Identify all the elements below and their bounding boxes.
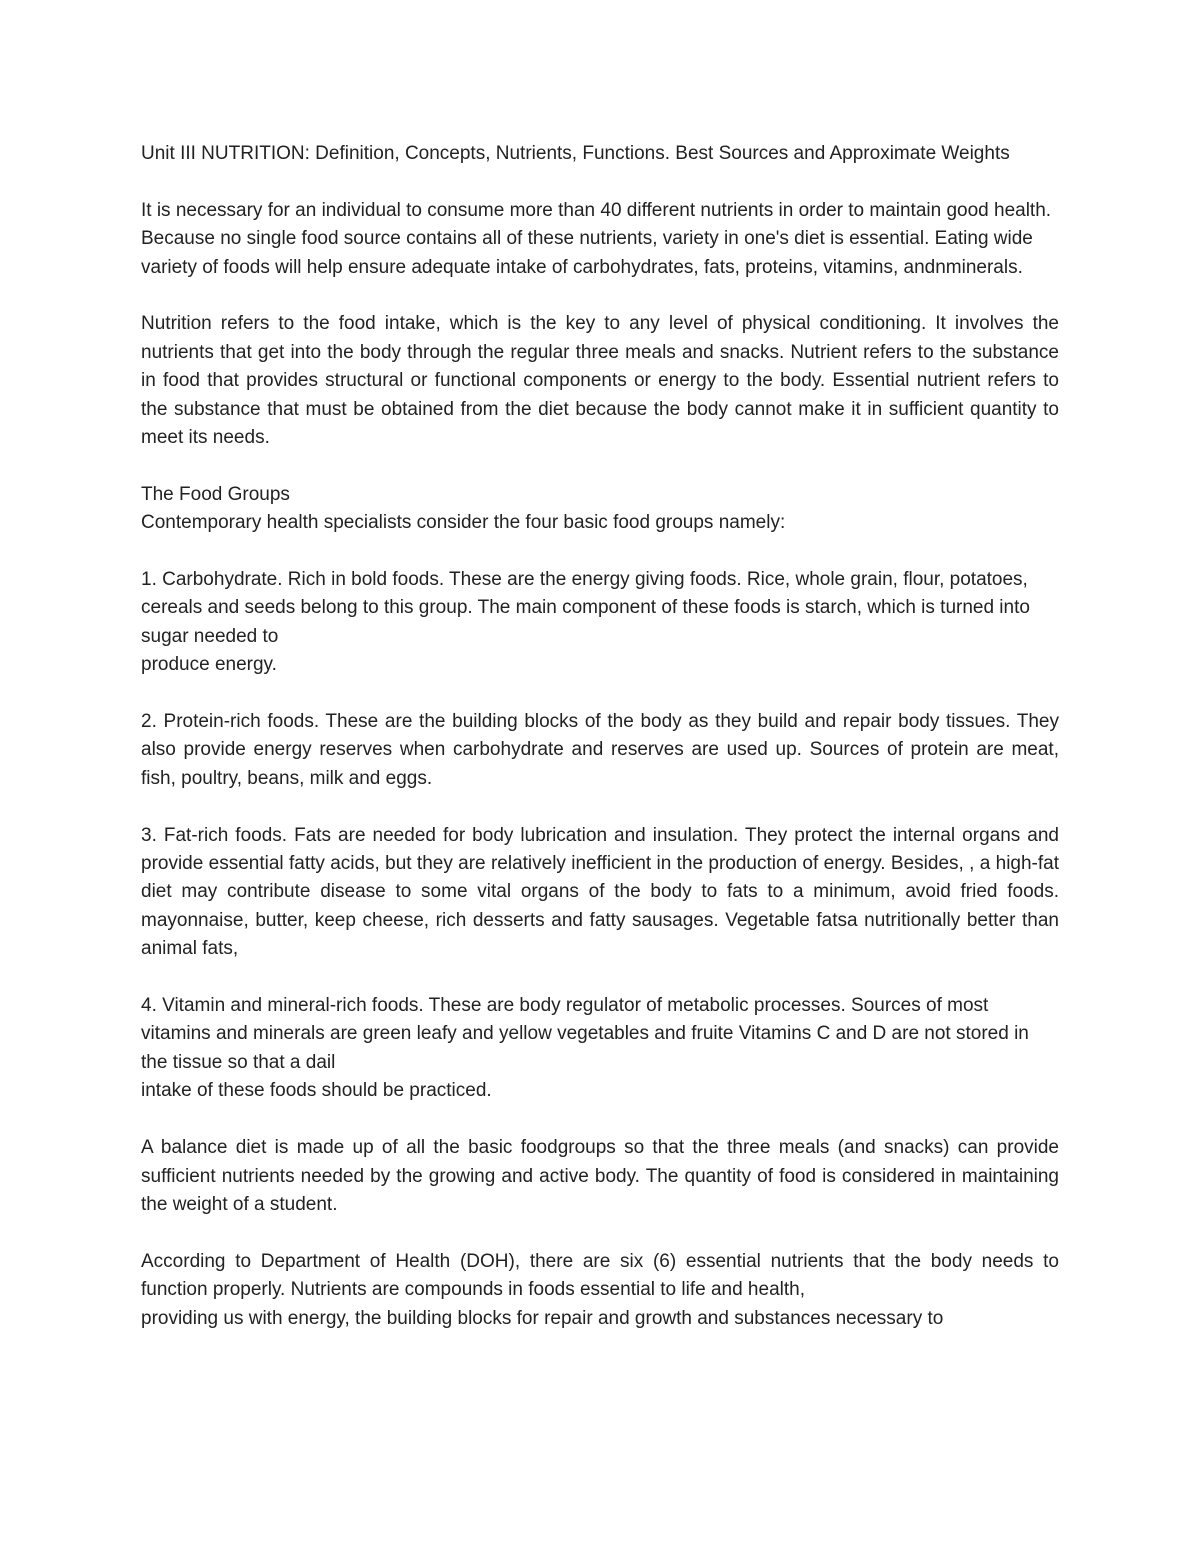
document-body (141, 140, 1059, 1333)
food-groups-heading: The Food Groups (141, 483, 290, 505)
food-group-vitamin-mineral-continuation: intake of these foods should be practiced. (141, 1080, 492, 1102)
food-group-carbohydrate (141, 566, 1059, 680)
nutrition-definition-paragraph: Nutrition refers to the food intake, which is the key to any level of physical conditioning. It involves the nutrients that get into the body through the regular three meals and snacks. Nutrient refers to the substance in food that provides structural or functional components or energy to the body. Essential nutrient refers to the substance that must be obtained from the diet because the body cannot make it in sufficient quantity to meet its needs. (141, 313, 1059, 449)
balanced-diet-paragraph: A balance diet is made up of all the basic foodgroups so that the three meals (and snacks) can provide sufficient nutrients needed by the growing and active body. The quantity of food is considered in maintaining the weight of a student. (141, 1137, 1059, 1215)
food-group-vitamin-mineral (141, 992, 1059, 1106)
doh-nutrients-continuation: providing us with energy, the building blocks for repair and growth and substances necessary to (141, 1307, 944, 1329)
food-group-protein: 2. Protein-rich foods. These are the building blocks of the body as they build and repair body tissues. They also provide energy reserves when carbohydrate and reserves are used up. Sources of protein are meat, fish, poultry, beans, milk and eggs. (141, 711, 1059, 789)
doh-nutrients-paragraph (141, 1248, 1059, 1333)
food-group-carbohydrate-text: 1. Carbohydrate. Rich in bold foods. These are the energy giving foods. Rice, whole grain, flour, potatoes, cereals and seeds belong to this group. The main component of these foods is starch, which is turned into sugar needed to (141, 569, 1030, 647)
intro-paragraph: It is necessary for an individual to consume more than 40 different nutrients in order to maintain good health. Because no single food source contains all of these nutrients, variety in one's diet is essential. Eating wide variety of foods will help ensure adequate intake of carbohydrates, fats, proteins, vitamins, andnminerals. (141, 199, 1052, 278)
food-group-carbohydrate-continuation: produce energy. (141, 654, 277, 676)
food-group-vitamin-mineral-text: 4. Vitamin and mineral-rich foods. These are body regulator of metabolic processes. Sources of most vitamins and minerals are green leafy and yellow vegetables and fruite Vitamins C and D are not stored in the tissue so that a dail (141, 995, 1029, 1073)
page-title: Unit III NUTRITION: Definition, Concepts, Nutrients, Functions. Best Sources and Approximate Weights (141, 143, 1010, 164)
doh-nutrients-text: According to Department of Health (DOH), there are six (6) essential nutrients that the body needs to function properly. Nutrients are compounds in foods essential to life and health, (141, 1250, 1059, 1301)
food-group-fat: 3. Fat-rich foods. Fats are needed for body lubrication and insulation. They protect the internal organs and provide essential fatty acids, but they are relatively inefficient in the production of energy. Besides, , a high-fat diet may contribute disease to some vital organs of the body to fats to a minimum, avoid fried foods. mayonnaise, butter, keep cheese, rich desserts and fatty sausages. Vegetable fatsa nutritionally better than animal fats, (141, 824, 1059, 960)
food-groups-intro: Contemporary health specialists consider the four basic food groups namely: (141, 512, 786, 534)
